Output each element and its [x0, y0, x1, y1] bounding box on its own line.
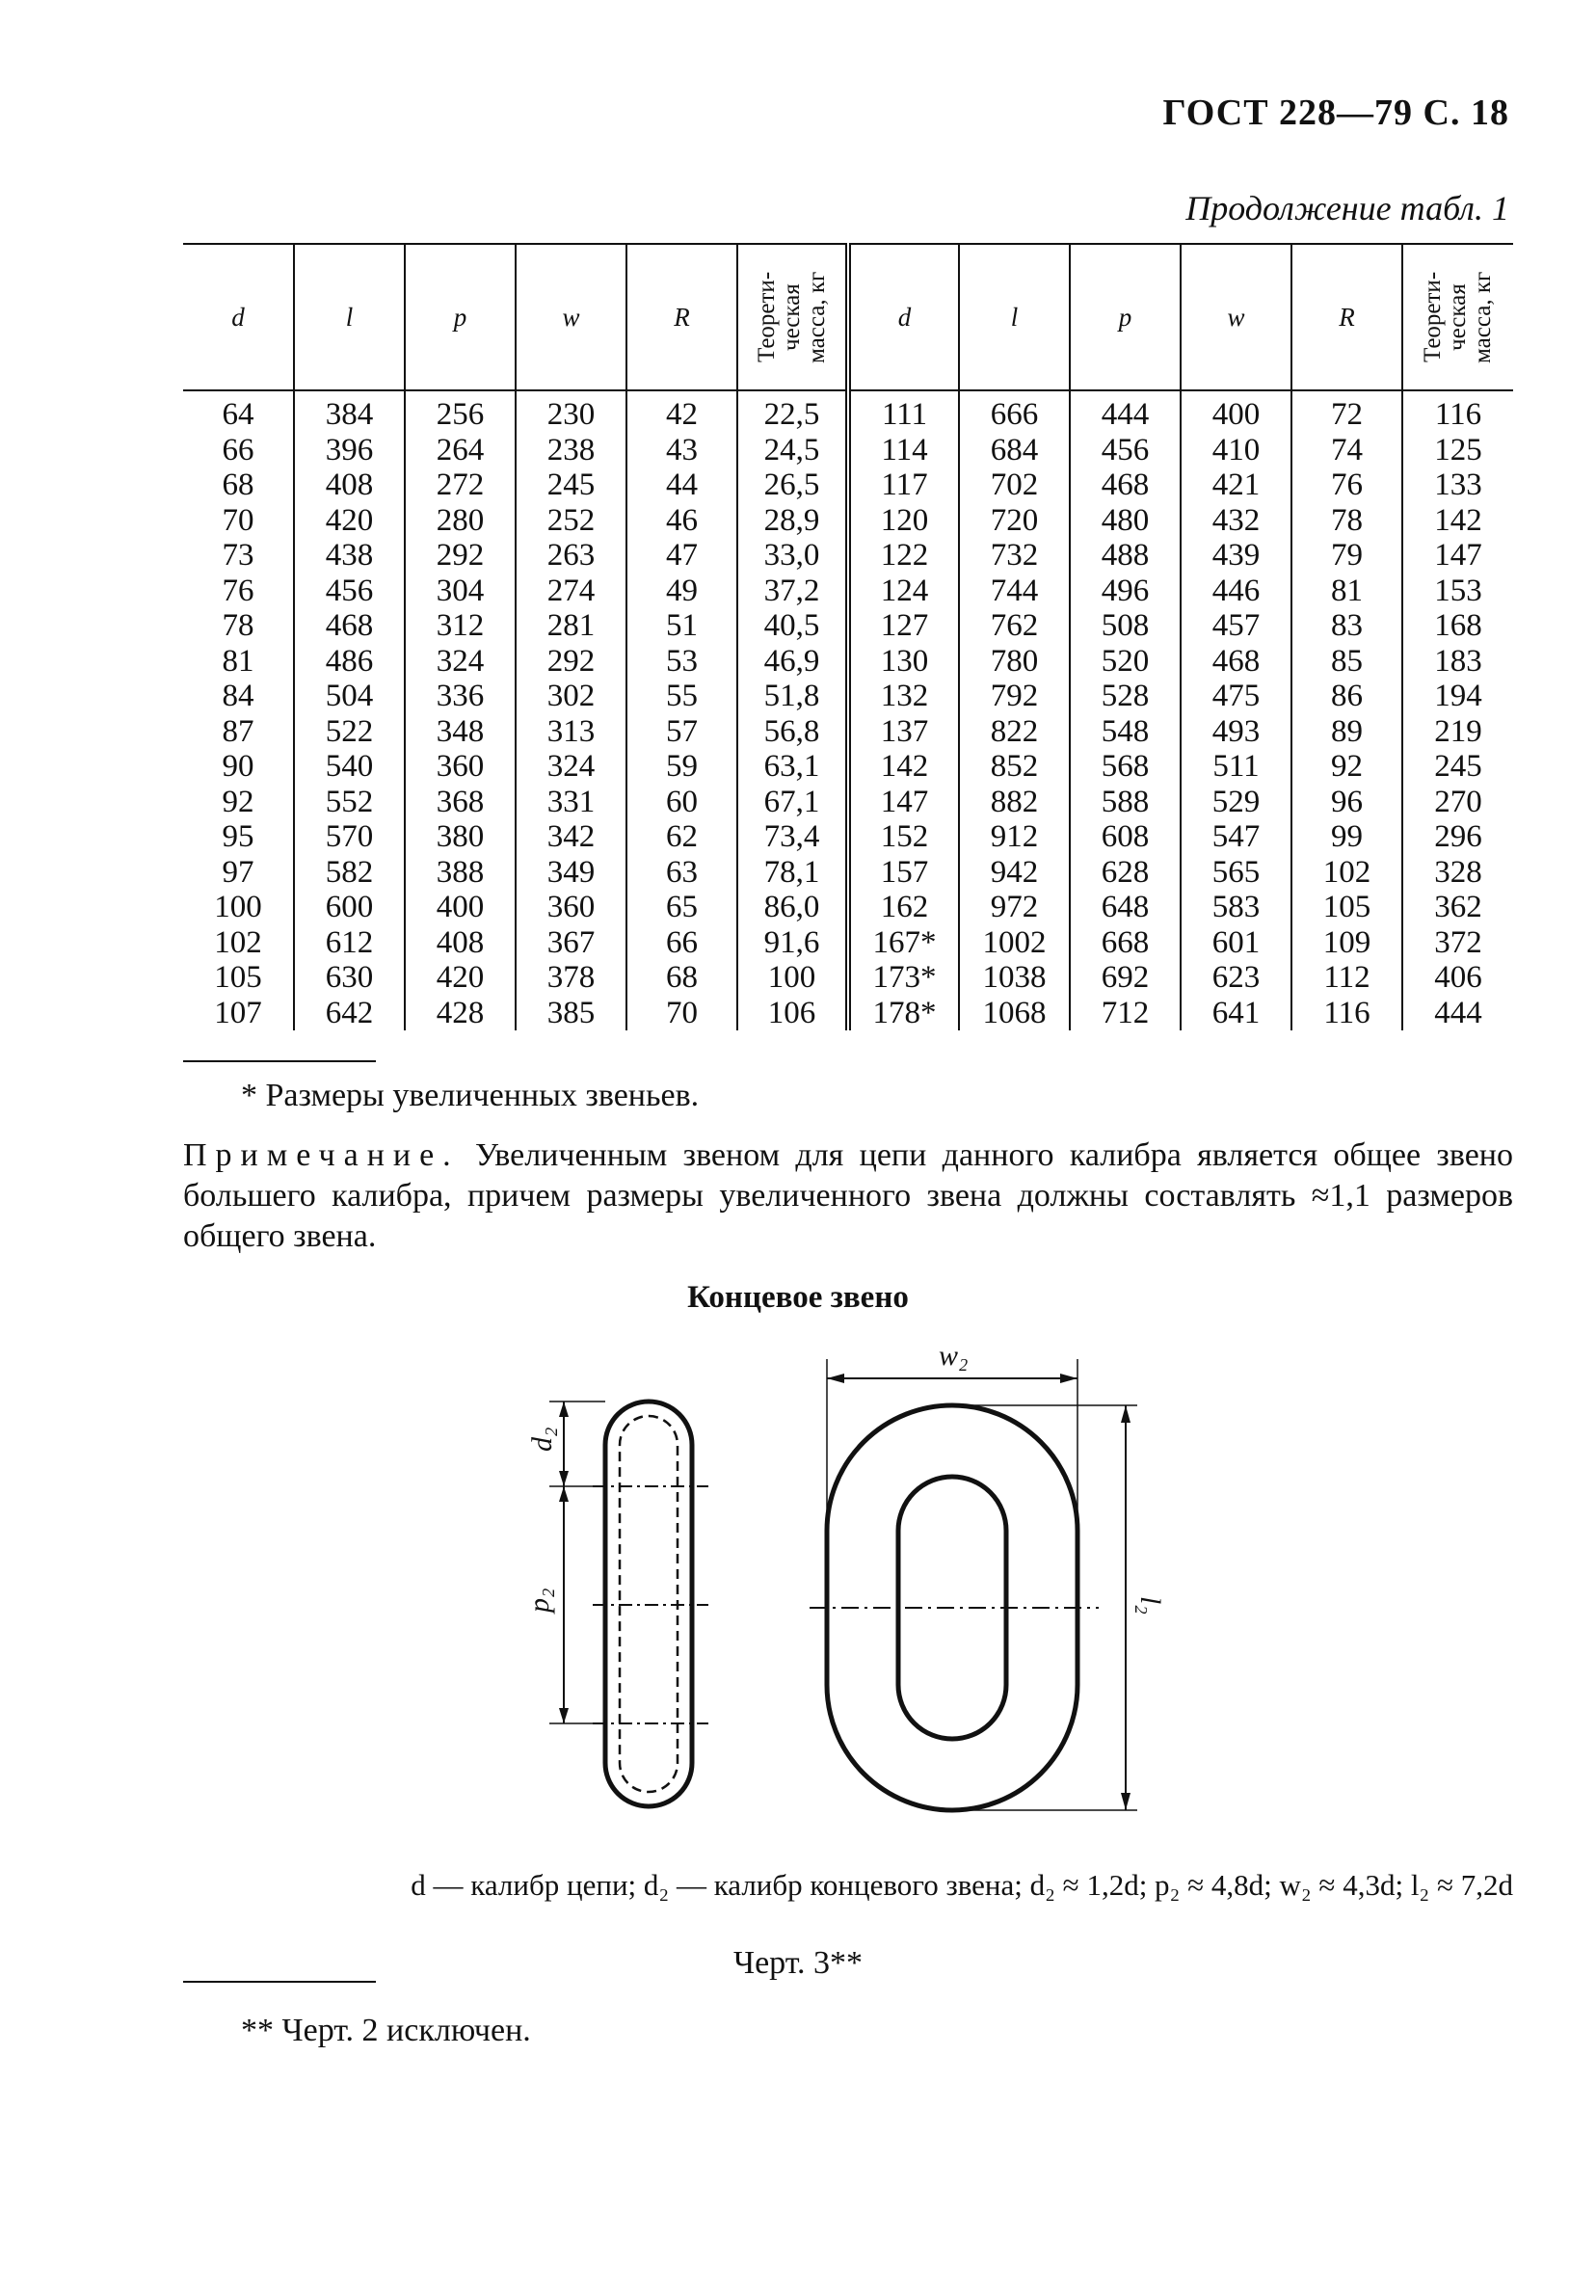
- table-cell: 274: [516, 574, 626, 609]
- table-cell: 86: [1291, 679, 1402, 714]
- table-row: [183, 467, 1513, 503]
- table-row: [183, 433, 1513, 468]
- column-header: l: [294, 244, 405, 390]
- table-cell: 406: [1402, 960, 1513, 996]
- table-cell: 43: [626, 433, 737, 468]
- table-cell: 780: [959, 644, 1070, 680]
- table-cell: 152: [848, 819, 959, 855]
- table-row: [183, 390, 1513, 433]
- table-cell: 157: [848, 855, 959, 891]
- table-cell: 51: [626, 608, 737, 644]
- table-cell: 296: [1402, 819, 1513, 855]
- table-cell: 153: [1402, 574, 1513, 609]
- table-cell: 238: [516, 433, 626, 468]
- table-cell: 362: [1402, 890, 1513, 925]
- table-cell: 264: [405, 433, 516, 468]
- table-cell: 83: [1291, 608, 1402, 644]
- table-cell: 912: [959, 819, 1070, 855]
- figure-number: Черт. 3**: [732, 1945, 864, 1981]
- table-cell: 90: [222, 749, 254, 785]
- table-cell: 468: [294, 608, 405, 644]
- table-row: [183, 644, 1513, 680]
- table-cell: 33,0: [737, 538, 848, 574]
- column-header: p: [405, 244, 516, 390]
- table-row: [183, 819, 1513, 855]
- table-cell: 331: [516, 785, 626, 820]
- table-cell: 336: [405, 679, 516, 714]
- table-cell: 120: [848, 503, 959, 539]
- table-cell: 78: [222, 608, 254, 644]
- table-cell: 44: [626, 467, 737, 503]
- table-cell: 72: [1291, 390, 1402, 433]
- table-row: [183, 714, 1513, 750]
- table-cell: 496: [1070, 574, 1181, 609]
- table-continuation-label: Продолжение табл. 1: [1185, 189, 1509, 227]
- table-cell: 168: [1402, 608, 1513, 644]
- table-cell: 105: [214, 960, 262, 996]
- table-cell: 508: [1070, 608, 1181, 644]
- table-cell: 641: [1181, 996, 1291, 1031]
- table-cell: 76: [1291, 467, 1402, 503]
- table-row: [183, 925, 1513, 961]
- table-cell: 388: [405, 855, 516, 891]
- table-cell: 78,1: [737, 855, 848, 891]
- table-cell: 552: [294, 785, 405, 820]
- table-cell: 245: [1402, 749, 1513, 785]
- table-cell: 712: [1070, 996, 1181, 1031]
- table-cell: 313: [516, 714, 626, 750]
- table-cell: 91,6: [737, 925, 848, 961]
- table-cell: 256: [405, 390, 516, 433]
- table-cell: 132: [848, 679, 959, 714]
- table-cell: 540: [294, 749, 405, 785]
- table-cell: 684: [959, 433, 1070, 468]
- table-cell: 116: [1402, 390, 1513, 433]
- footnote-enlarged-links: * Размеры увеличенных звеньев.: [241, 1078, 700, 1113]
- table-cell: 420: [294, 503, 405, 539]
- footnote2-rule: [183, 1981, 376, 1983]
- column-header-label: Теорети-ческая масса, кг: [753, 271, 830, 363]
- table-cell: 486: [294, 644, 405, 680]
- column-header: l: [959, 244, 1070, 390]
- table-cell: 78: [1291, 503, 1402, 539]
- table-cell: 349: [516, 855, 626, 891]
- table-cell: 68: [626, 960, 737, 996]
- table-cell: 102: [214, 924, 262, 960]
- table-cell: 522: [294, 714, 405, 750]
- table-cell: 360: [516, 890, 626, 925]
- table-cell: 792: [959, 679, 1070, 714]
- table-cell: 744: [959, 574, 1070, 609]
- table-cell: 623: [1181, 960, 1291, 996]
- table-cell: 142: [848, 749, 959, 785]
- table-cell: 520: [1070, 644, 1181, 680]
- table-cell: 62: [626, 819, 737, 855]
- table-cell: 26,5: [737, 467, 848, 503]
- table-cell: 178*: [848, 996, 959, 1031]
- table-cell: 60: [626, 785, 737, 820]
- table-row: [183, 855, 1513, 891]
- table-cell: 438: [294, 538, 405, 574]
- table-cell: 302: [516, 679, 626, 714]
- table-cell: 230: [516, 390, 626, 433]
- table-cell: 65: [626, 890, 737, 925]
- table-cell: 444: [1070, 390, 1181, 433]
- table-cell: 583: [1181, 890, 1291, 925]
- table-cell: 219: [1402, 714, 1513, 750]
- table-cell: 396: [294, 433, 405, 468]
- table-cell: 432: [1181, 503, 1291, 539]
- table-cell: 582: [294, 855, 405, 891]
- table-cell: 100: [737, 960, 848, 996]
- table-cell: 109: [1291, 925, 1402, 961]
- table-cell: 942: [959, 855, 1070, 891]
- table-cell: 628: [1070, 855, 1181, 891]
- table-cell: 92: [1291, 749, 1402, 785]
- table-cell: 85: [1291, 644, 1402, 680]
- table-cell: 1068: [959, 996, 1070, 1031]
- table-cell: 342: [516, 819, 626, 855]
- table-cell: 511: [1181, 749, 1291, 785]
- table-cell: 114: [848, 433, 959, 468]
- table-cell: 648: [1070, 890, 1181, 925]
- table-cell: 102: [1291, 855, 1402, 891]
- table-cell: 40,5: [737, 608, 848, 644]
- table-cell: 692: [1070, 960, 1181, 996]
- table-cell: 328: [1402, 855, 1513, 891]
- table-cell: 456: [1070, 433, 1181, 468]
- table-cell: 367: [516, 925, 626, 961]
- table-cell: 68: [222, 467, 254, 503]
- table-cell: 57: [626, 714, 737, 750]
- table-cell: 666: [959, 390, 1070, 433]
- table-cell: 444: [1402, 996, 1513, 1031]
- table-cell: 66: [222, 432, 254, 467]
- table-cell: 183: [1402, 644, 1513, 680]
- table-cell: 86,0: [737, 890, 848, 925]
- table-row: [183, 890, 1513, 925]
- table-cell: 84: [222, 679, 254, 714]
- table-row: [183, 679, 1513, 714]
- table-cell: 263: [516, 538, 626, 574]
- w2-label: w₂: [939, 1340, 969, 1372]
- table-cell: 51,8: [737, 679, 848, 714]
- table-cell: 162: [848, 890, 959, 925]
- table-cell: 49: [626, 574, 737, 609]
- table-cell: 281: [516, 608, 626, 644]
- table-cell: 400: [1181, 390, 1291, 433]
- table-cell: 46,9: [737, 644, 848, 680]
- table-cell: 280: [405, 503, 516, 539]
- table-cell: 127: [848, 608, 959, 644]
- table-cell: 173*: [848, 960, 959, 996]
- table-cell: 493: [1181, 714, 1291, 750]
- table-cell: 528: [1070, 679, 1181, 714]
- table-cell: 588: [1070, 785, 1181, 820]
- column-header: p: [1070, 244, 1181, 390]
- table-cell: 42: [626, 390, 737, 433]
- table-cell: 70: [222, 502, 254, 538]
- table-cell: 56,8: [737, 714, 848, 750]
- table-cell: 457: [1181, 608, 1291, 644]
- table-cell: 972: [959, 890, 1070, 925]
- table-row: [183, 608, 1513, 644]
- table-cell: 81: [222, 643, 254, 679]
- figure-legend: d — калибр цепи; d₂ — калибр концевого звена; d₂ ≈ 1,2d; p₂ ≈ 4,8d; w₂ ≈ 4,3d; l₂ ≈ 7,2d: [411, 1868, 1513, 1902]
- table-cell: 630: [294, 960, 405, 996]
- table-cell: 142: [1402, 503, 1513, 539]
- table-cell: 63,1: [737, 749, 848, 785]
- table-row: [183, 503, 1513, 539]
- table-cell: 112: [1291, 960, 1402, 996]
- table-cell: 720: [959, 503, 1070, 539]
- table-cell: 421: [1181, 467, 1291, 503]
- table-cell: 194: [1402, 679, 1513, 714]
- column-header: [737, 244, 848, 390]
- table-cell: 410: [1181, 433, 1291, 468]
- table-cell: 468: [1070, 467, 1181, 503]
- table-cell: 122: [848, 538, 959, 574]
- table-cell: 87: [222, 713, 254, 749]
- table-cell: 107: [214, 995, 262, 1030]
- table-cell: 292: [516, 644, 626, 680]
- table-cell: 529: [1181, 785, 1291, 820]
- table-cell: 167*: [848, 925, 959, 961]
- table-cell: 380: [405, 819, 516, 855]
- table-cell: 28,9: [737, 503, 848, 539]
- table-cell: 612: [294, 925, 405, 961]
- page-header: ГОСТ 228—79 С. 18: [1162, 93, 1509, 133]
- table-cell: 408: [294, 467, 405, 503]
- table-cell: 642: [294, 996, 405, 1031]
- table-cell: 111: [848, 390, 959, 433]
- table-cell: 384: [294, 390, 405, 433]
- note-text: Увеличенным звеном для цепи данного калибра является общее звено большего калибра, причем размеры увеличенного звена должны составлять ≈1,1 размеров общего звена.: [183, 1137, 1513, 1254]
- table-cell: 368: [405, 785, 516, 820]
- table-cell: 92: [222, 784, 254, 819]
- table-cell: 480: [1070, 503, 1181, 539]
- table-header-row: [183, 244, 1513, 390]
- table-cell: 89: [1291, 714, 1402, 750]
- l2-label: l₂: [1134, 1596, 1166, 1615]
- table-cell: 324: [516, 749, 626, 785]
- table-cell: 79: [1291, 538, 1402, 574]
- d2-label: d₂: [526, 1427, 558, 1452]
- table-cell: 24,5: [737, 433, 848, 468]
- column-header: w: [516, 244, 626, 390]
- column-header: R: [1291, 244, 1402, 390]
- table-cell: 59: [626, 749, 737, 785]
- table-cell: 570: [294, 819, 405, 855]
- table-cell: 408: [405, 925, 516, 961]
- note-paragraph: [183, 1135, 1513, 1257]
- table-cell: 547: [1181, 819, 1291, 855]
- table-cell: 64: [222, 397, 254, 433]
- table-row: [183, 749, 1513, 785]
- table-cell: 1002: [959, 925, 1070, 961]
- figure-caption: Концевое звено: [687, 1280, 909, 1315]
- table-cell: 420: [405, 960, 516, 996]
- table-cell: 133: [1402, 467, 1513, 503]
- table-cell: 822: [959, 714, 1070, 750]
- table-cell: 147: [848, 785, 959, 820]
- table-cell: 105: [1291, 890, 1402, 925]
- footnote-excluded-figure: ** Черт. 2 исключен.: [241, 2013, 531, 2048]
- table-cell: 95: [222, 819, 254, 855]
- table-row: [183, 960, 1513, 996]
- table-cell: 400: [405, 890, 516, 925]
- dimensions-table: [183, 243, 1513, 1030]
- table-cell: 252: [516, 503, 626, 539]
- column-header: [1402, 244, 1513, 390]
- column-header: R: [626, 244, 737, 390]
- table-cell: 378: [516, 960, 626, 996]
- table-cell: 702: [959, 467, 1070, 503]
- table-cell: 137: [848, 714, 959, 750]
- table-cell: 97: [222, 854, 254, 890]
- table-cell: 73,4: [737, 819, 848, 855]
- column-header: d: [848, 244, 959, 390]
- table-cell: 312: [405, 608, 516, 644]
- table-cell: 762: [959, 608, 1070, 644]
- table-cell: 130: [848, 644, 959, 680]
- note-label: Примечание.: [183, 1137, 460, 1173]
- table-cell: 37,2: [737, 574, 848, 609]
- table-cell: 504: [294, 679, 405, 714]
- table-cell: 22,5: [737, 390, 848, 433]
- table-cell: 67,1: [737, 785, 848, 820]
- column-header-label: Теорети-ческая масса, кг: [1420, 271, 1496, 363]
- table-cell: 117: [848, 467, 959, 503]
- table-cell: 548: [1070, 714, 1181, 750]
- table-cell: 73: [222, 538, 254, 574]
- table-cell: 116: [1291, 996, 1402, 1031]
- table-cell: 608: [1070, 819, 1181, 855]
- table-cell: 428: [405, 996, 516, 1031]
- table-cell: 66: [626, 925, 737, 961]
- table-cell: 46: [626, 503, 737, 539]
- table-cell: 348: [405, 714, 516, 750]
- table-cell: 456: [294, 574, 405, 609]
- table-cell: 81: [1291, 574, 1402, 609]
- table-cell: 601: [1181, 925, 1291, 961]
- table-cell: 124: [848, 574, 959, 609]
- table-cell: 568: [1070, 749, 1181, 785]
- table-cell: 96: [1291, 785, 1402, 820]
- table-cell: 882: [959, 785, 1070, 820]
- table-row: [183, 574, 1513, 609]
- table-row: [183, 785, 1513, 820]
- table-cell: 106: [737, 996, 848, 1031]
- end-link-drawing: [520, 1340, 1214, 1851]
- table-cell: 468: [1181, 644, 1291, 680]
- table-cell: 55: [626, 679, 737, 714]
- table-cell: 475: [1181, 679, 1291, 714]
- table-cell: 852: [959, 749, 1070, 785]
- table-row: [183, 538, 1513, 574]
- table-cell: 439: [1181, 538, 1291, 574]
- table-cell: 270: [1402, 785, 1513, 820]
- table-cell: 99: [1291, 819, 1402, 855]
- table-cell: 47: [626, 538, 737, 574]
- table-body: [183, 390, 1513, 1030]
- table-cell: 446: [1181, 574, 1291, 609]
- table-cell: 360: [405, 749, 516, 785]
- footnote-rule: [183, 1060, 376, 1062]
- table-cell: 732: [959, 538, 1070, 574]
- column-header: w: [1181, 244, 1291, 390]
- table-cell: 245: [516, 467, 626, 503]
- table-cell: 70: [626, 996, 737, 1031]
- table-cell: 304: [405, 574, 516, 609]
- table-cell: 565: [1181, 855, 1291, 891]
- table-cell: 385: [516, 996, 626, 1031]
- column-header: d: [183, 244, 294, 390]
- table-cell: 100: [214, 890, 262, 925]
- table-cell: 1038: [959, 960, 1070, 996]
- table-cell: 600: [294, 890, 405, 925]
- table-cell: 272: [405, 467, 516, 503]
- table-cell: 668: [1070, 925, 1181, 961]
- table-cell: 63: [626, 855, 737, 891]
- table-cell: 76: [222, 573, 254, 608]
- p2-label: p₂: [523, 1588, 555, 1613]
- table-cell: 488: [1070, 538, 1181, 574]
- table-cell: 125: [1402, 433, 1513, 468]
- table-cell: 147: [1402, 538, 1513, 574]
- table-cell: 324: [405, 644, 516, 680]
- table-cell: 53: [626, 644, 737, 680]
- table-cell: 74: [1291, 433, 1402, 468]
- table-cell: 372: [1402, 925, 1513, 961]
- table-row: [183, 996, 1513, 1031]
- table-cell: 292: [405, 538, 516, 574]
